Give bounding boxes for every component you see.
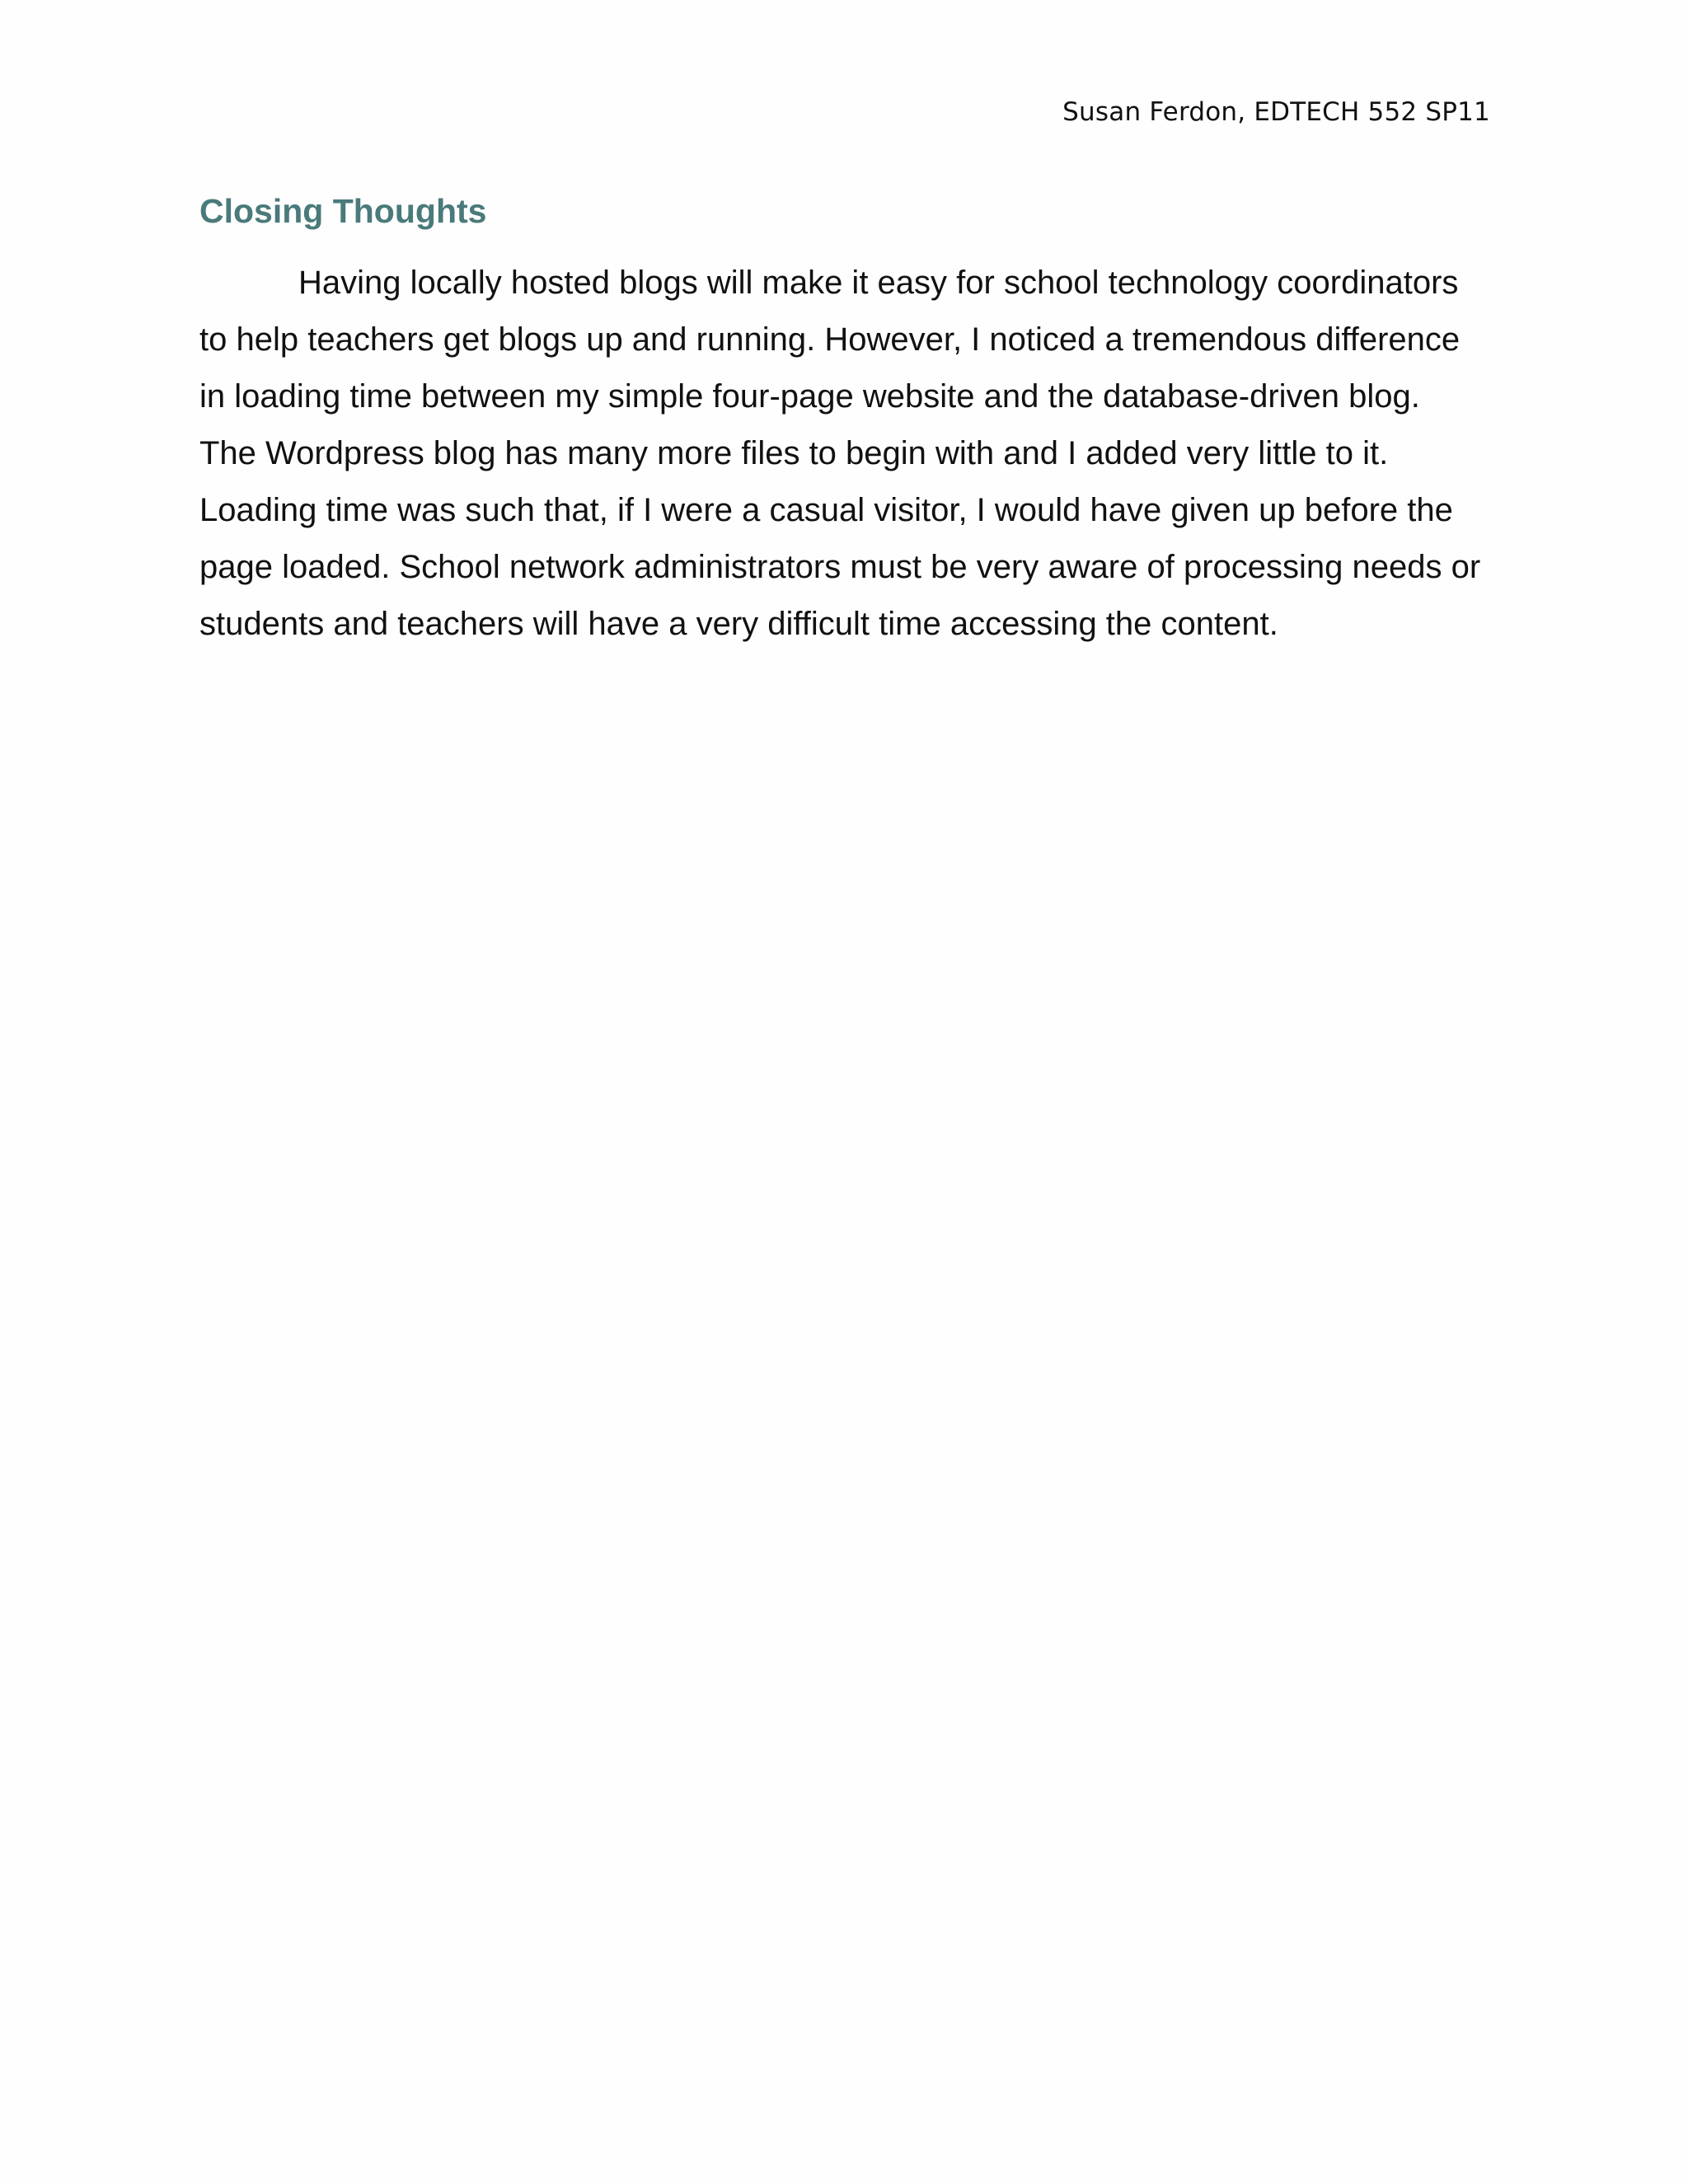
- paragraph-line: Having locally hosted blogs will make it easy for school technology coordinators: [298, 265, 1459, 301]
- paragraph-line: The Wordpress blog has many more files to begin with and I added very little to it.: [199, 435, 1389, 471]
- paragraph-line: in loading time between my simple four-page website and the database-driven blog.: [199, 378, 1420, 415]
- paragraph-line: Loading time was such that, if I were a casual visitor, I would have given up before the: [199, 492, 1453, 528]
- running-header: Susan Ferdon, EDTECH 552 SP11: [1062, 97, 1490, 127]
- paragraph-line: to help teachers get blogs up and running. However, I noticed a tremendous difference: [199, 321, 1461, 358]
- paragraph-line: page loaded. School network administrators must be very aware of processing needs or: [199, 549, 1481, 585]
- paragraph-line: students and teachers will have a very difficult time accessing the content.: [199, 606, 1278, 642]
- section-heading: Closing Thoughts: [199, 192, 487, 230]
- body-paragraph: [199, 255, 1490, 653]
